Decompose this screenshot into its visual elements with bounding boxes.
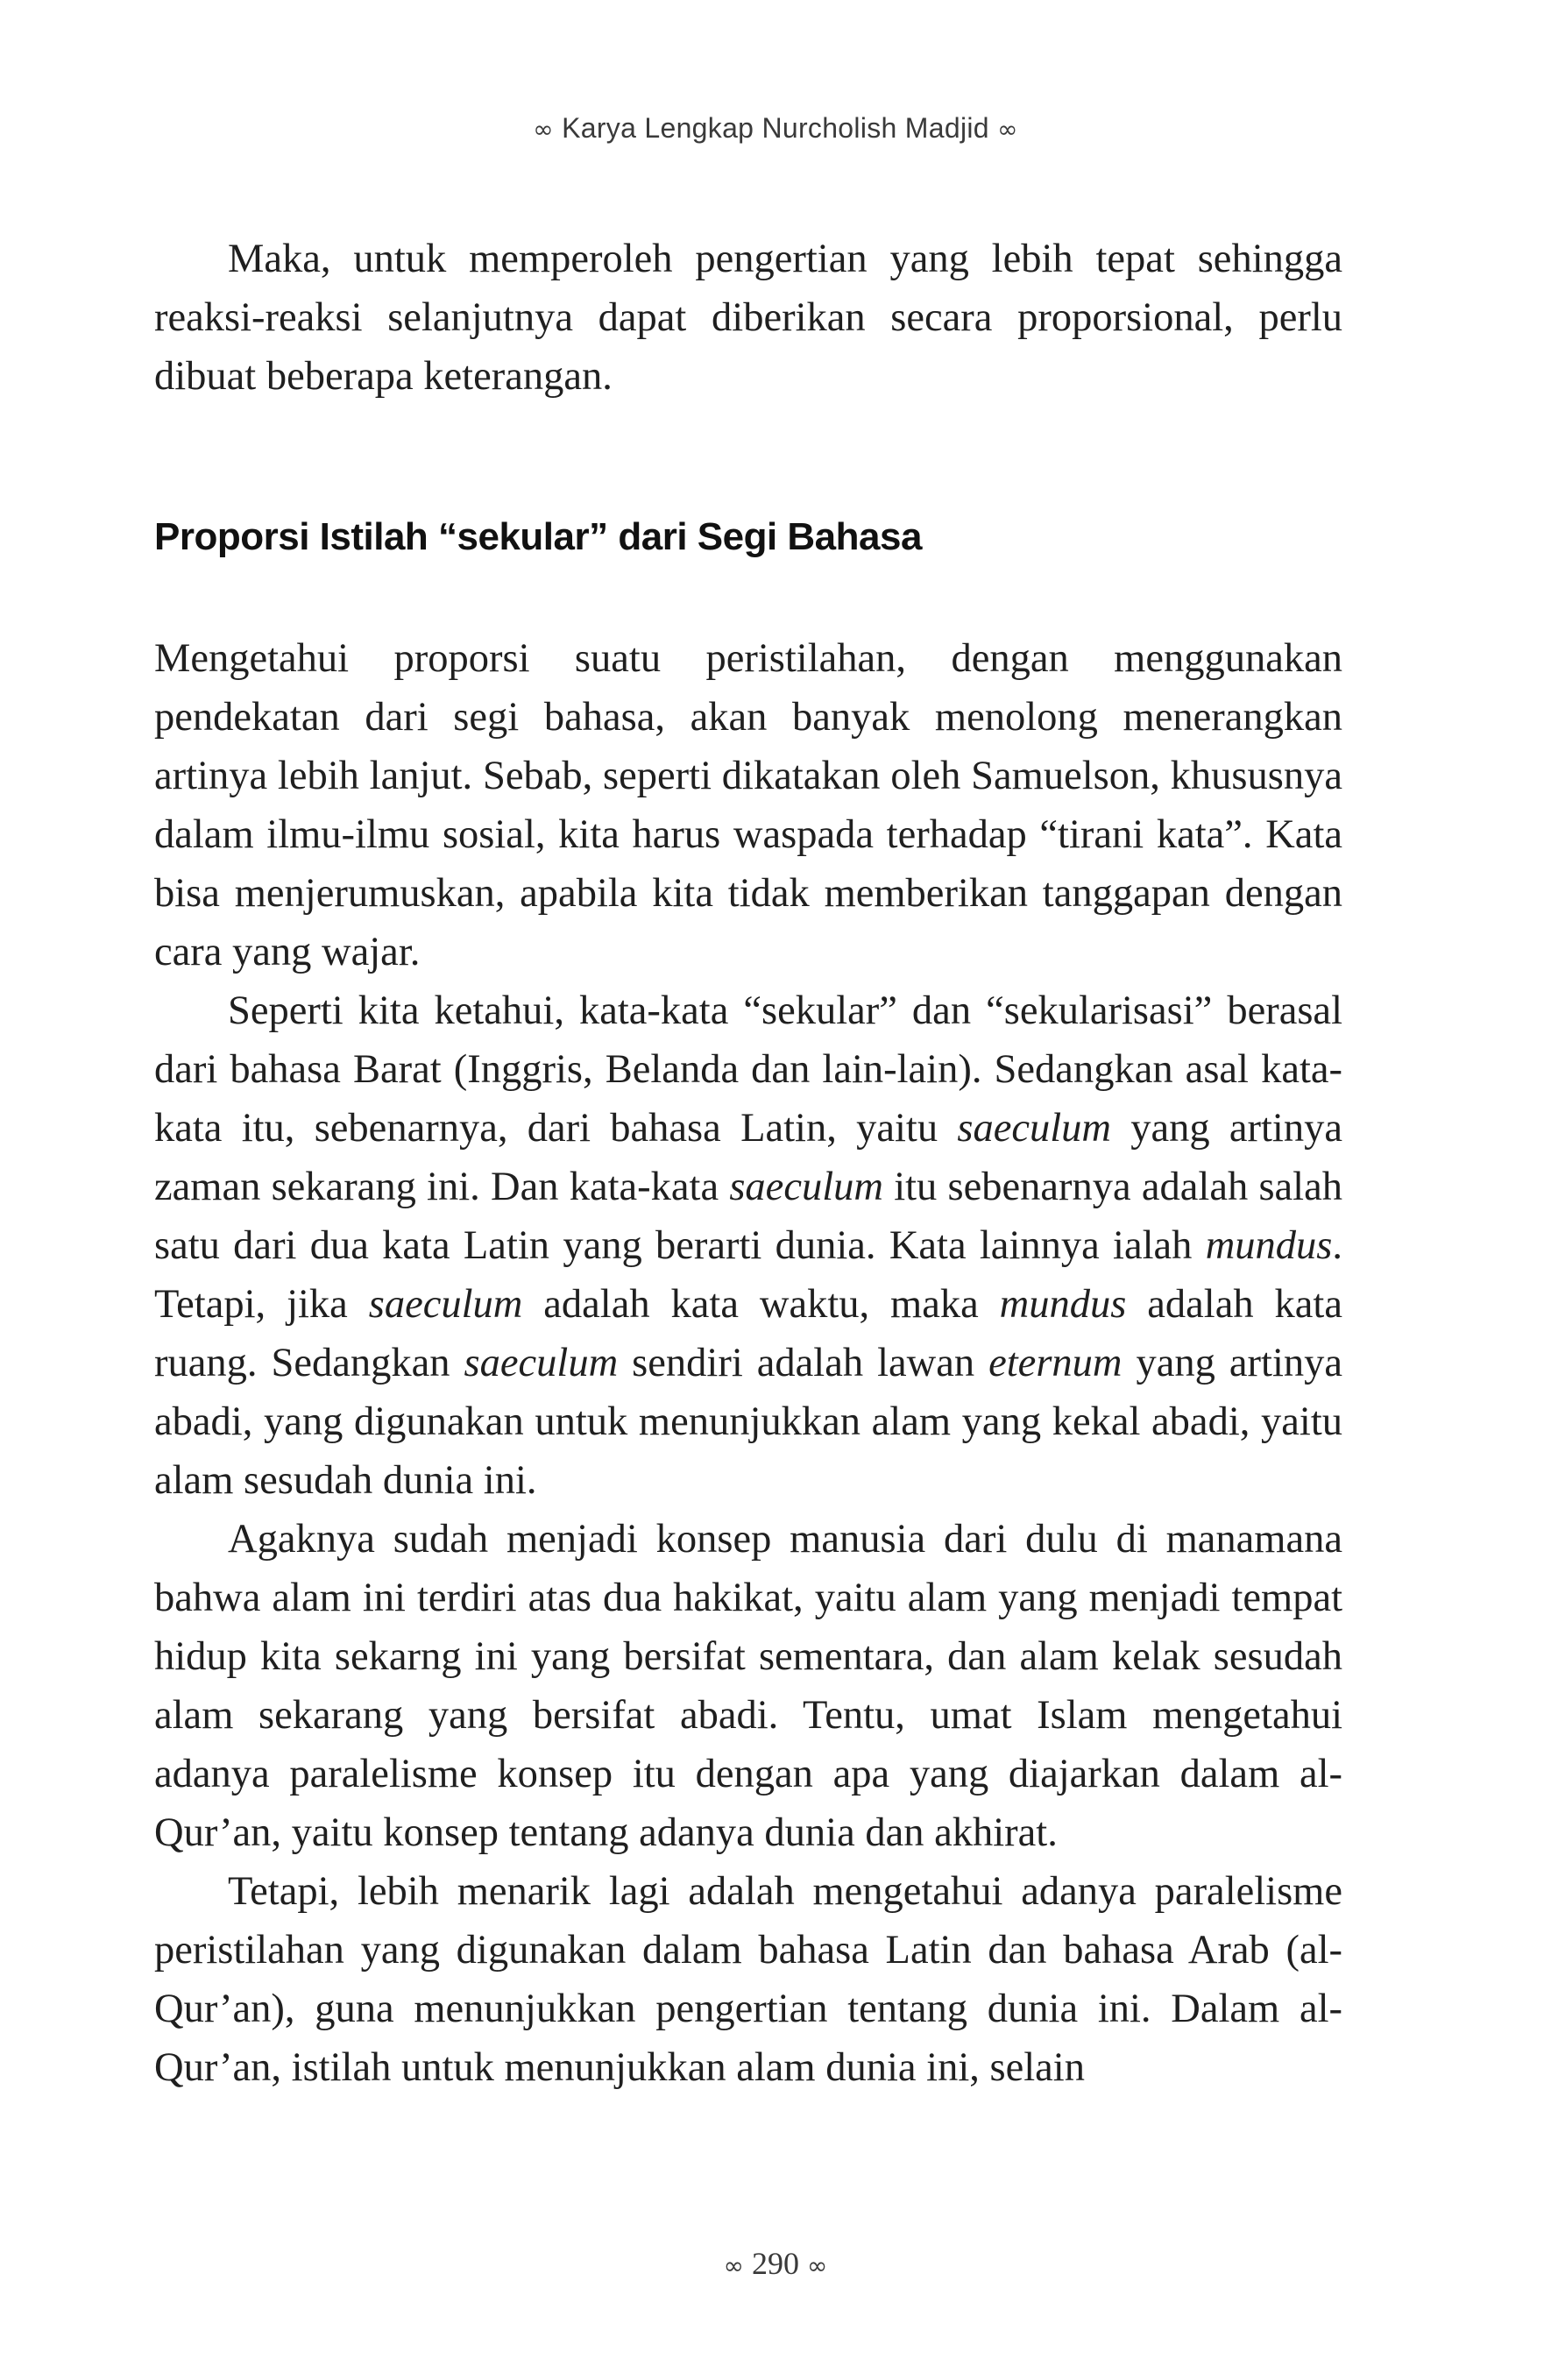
p2-term-saeculum: saeculum [957,1106,1111,1151]
paragraph-1: Mengetahui proporsi suatu peristilahan, dengan menggunakan pendekatan dari segi bahasa, akan banyak menolong menerangkan artinya lebih lanjut. Sebab, seperti dikatakan oleh Samuelson, khususnya dalam ilmu-ilmu sosial, kita harus waspada terhadap “tirani kata”. Kata bisa menjerumuskan, apabila kita tidak memberikan tanggapan dengan cara yang wajar. [154,636,1342,974]
p2-text: yang artinya abadi, yang digunakan untuk menunjukkan alam yang kekal abadi, yaitu alam sesudah dunia ini. [154,1341,1343,1503]
p2-text: sendiri adalah lawan [618,1341,989,1385]
ornament-right-icon: ∞ [997,115,1018,144]
p2-term-saeculum: saeculum [464,1341,619,1385]
p2-text: adalah kata waktu, maka [522,1282,1000,1327]
p2-term-eternum: eternum [988,1341,1123,1385]
paragraph-3: Agaknya sudah menjadi konsep manusia dari dulu di manamana bahwa alam ini terdiri atas dua hakikat, yaitu alam yang menjadi tempat hidup kita sekarng ini yang bersifat sementara, dan alam kelak sesudah alam sekarang yang bersifat abadi. Tentu, umat Islam mengetahui adanya paralelisme konsep itu dengan apa yang diajarkan dalam al-Qur’an, yaitu konsep tentang adanya dunia dan akhirat. [154,1517,1342,1855]
p2-term-saeculum: saeculum [368,1282,523,1327]
ornament-left-icon: ∞ [533,115,554,144]
p2-term-mundus: mundus [1205,1223,1333,1268]
running-header [0,112,1551,145]
p2-text: adalah kata ruang. Sedangkan [154,1282,1342,1385]
page-number: 290 [752,2246,799,2281]
p2-term-saeculum: saeculum [729,1165,883,1209]
paragraph-4: Tetapi, lebih menarik lagi adalah mengetahui adanya paralelisme peristilahan yang digunakan dalam bahasa Latin dan bahasa Arab (al-Qur’an), guna menunjukkan pengertian tentang dunia ini. Dalam al-Qur’an, istilah untuk menunjukkan alam dunia ini, selain [154,1869,1342,2090]
p2-term-mundus: mundus [999,1282,1127,1327]
p2-text: itu sebenarnya adalah salah satu dari dua kata Latin yang berarti dunia. Kata lainnya ialah [154,1165,1342,1268]
p2-text: . Tetapi, jika [154,1223,1342,1327]
ornament-left-icon: ∞ [723,2251,744,2280]
p2-text: yang artinya zaman sekarang ini. Dan kata-kata [154,1106,1342,1209]
p2-text: Seperti kita ketahui, kata-kata “sekular” dan “sekularisasi” berasal dari bahasa Barat (Inggris, Belanda dan lain-lain). Sedangkan asal kata-kata itu, sebenarnya, dari bahasa Latin, yaitu [154,988,1342,1151]
main-text [154,629,1342,2097]
intro-paragraph: Maka, untuk memperoleh pengertian yang lebih tepat sehingga reaksi-reaksi selanjutnya dapat diberikan secara proporsional, perlu dibuat beberapa keterangan. [154,237,1342,399]
intro-block [154,230,1342,406]
running-header-title: Karya Lengkap Nurcholish Madjid [562,112,989,144]
page-footer [0,2245,1551,2282]
ornament-right-icon: ∞ [807,2251,828,2280]
paragraph-2 [154,981,1342,1510]
section-heading: Proporsi Istilah “sekular” dari Segi Bahasa [154,515,922,558]
